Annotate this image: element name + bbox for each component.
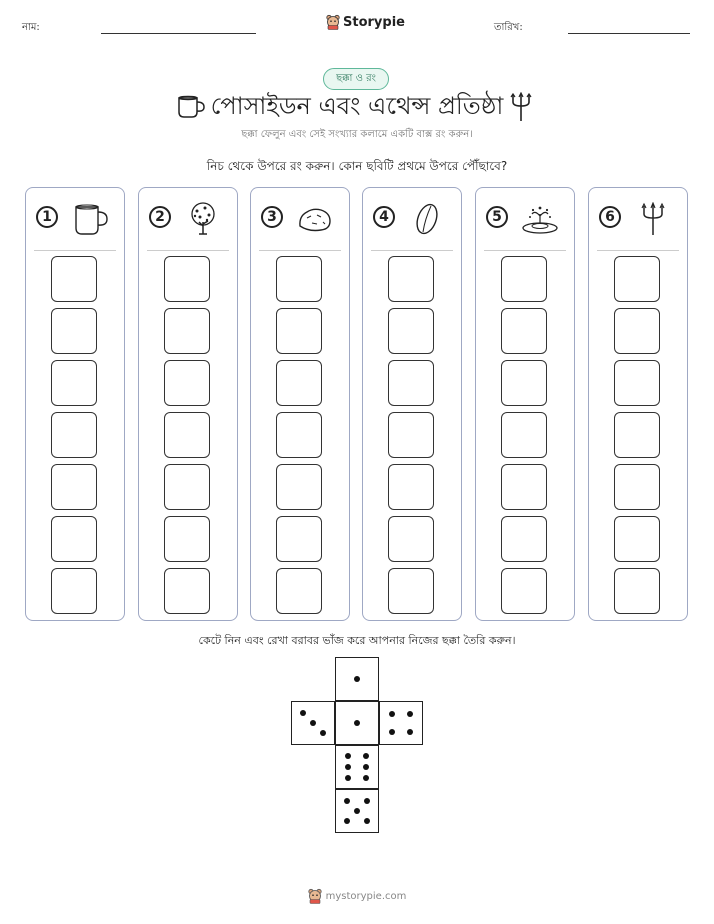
column-number: 6 — [599, 206, 621, 228]
die-face-6 — [335, 745, 379, 789]
color-box[interactable] — [276, 360, 322, 406]
column-header — [599, 202, 679, 238]
die-face-1 — [335, 657, 379, 701]
color-box[interactable] — [614, 516, 660, 562]
column-1 — [25, 187, 125, 621]
pip — [354, 720, 360, 726]
column-header — [373, 202, 453, 238]
column-divider — [371, 250, 453, 251]
pip — [354, 808, 360, 814]
color-box[interactable] — [388, 464, 434, 510]
color-box[interactable] — [388, 360, 434, 406]
color-box[interactable] — [501, 256, 547, 302]
column-number: 3 — [261, 206, 283, 228]
title-row — [0, 90, 714, 124]
column-header — [36, 202, 116, 238]
color-box[interactable] — [388, 308, 434, 354]
color-box[interactable] — [164, 516, 210, 562]
pip — [389, 729, 395, 735]
color-box[interactable] — [164, 360, 210, 406]
color-box[interactable] — [501, 516, 547, 562]
bear-logo-icon — [326, 14, 340, 30]
olive-tree-icon — [183, 202, 223, 236]
pip — [345, 764, 351, 770]
color-box[interactable] — [51, 308, 97, 354]
column-header — [486, 202, 566, 238]
color-box[interactable] — [501, 568, 547, 614]
color-box[interactable] — [501, 464, 547, 510]
column-3 — [250, 187, 350, 621]
pip — [344, 818, 350, 824]
color-box[interactable] — [51, 360, 97, 406]
subtitle: ছক্কা ফেলুন এবং সেই সংখ্যার কলামে একটি বাক্স রং করুন। — [241, 129, 473, 140]
column-number: 2 — [149, 206, 171, 228]
color-box[interactable] — [388, 568, 434, 614]
trident-icon — [510, 92, 532, 122]
footer — [0, 887, 714, 905]
pip — [320, 730, 326, 736]
cut-instruction: কেটে নিন এবং রেখা বরাবর ভাঁজ করে আপনার নিজের ছক্কা তৈরি করুন। — [198, 634, 516, 647]
trident-icon — [633, 202, 673, 236]
date-line — [568, 33, 690, 34]
pip — [345, 753, 351, 759]
pip — [389, 711, 395, 717]
color-box[interactable] — [276, 256, 322, 302]
color-box[interactable] — [51, 412, 97, 458]
color-box[interactable] — [614, 308, 660, 354]
page-title: পোসাইডন এবং এথেন্স প্রতিষ্ঠা — [210, 92, 504, 120]
column-divider — [34, 250, 116, 251]
color-box[interactable] — [276, 412, 322, 458]
olive-icon — [407, 202, 447, 236]
column-header — [149, 202, 229, 238]
color-box[interactable] — [501, 412, 547, 458]
color-box[interactable] — [614, 360, 660, 406]
pip — [364, 798, 370, 804]
color-box[interactable] — [164, 568, 210, 614]
column-number: 4 — [373, 206, 395, 228]
date-label: তারিখ: — [494, 22, 523, 33]
die-face-5 — [335, 789, 379, 833]
pip — [344, 798, 350, 804]
pip — [310, 720, 316, 726]
color-box[interactable] — [276, 308, 322, 354]
color-box[interactable] — [276, 464, 322, 510]
column-6 — [588, 187, 688, 621]
pip — [363, 775, 369, 781]
color-box[interactable] — [388, 256, 434, 302]
pip — [300, 710, 306, 716]
color-box[interactable] — [164, 256, 210, 302]
color-box[interactable] — [614, 412, 660, 458]
name-line — [101, 33, 256, 34]
color-box[interactable] — [614, 256, 660, 302]
color-box[interactable] — [51, 256, 97, 302]
pip — [354, 676, 360, 682]
footer-url[interactable]: mystorypie.com — [325, 890, 407, 902]
rock-icon — [295, 202, 335, 236]
column-header — [261, 202, 341, 238]
column-number: 1 — [36, 206, 58, 228]
column-4 — [362, 187, 462, 621]
color-box[interactable] — [614, 464, 660, 510]
color-box[interactable] — [164, 308, 210, 354]
column-divider — [147, 250, 229, 251]
pip — [407, 729, 413, 735]
pip — [345, 775, 351, 781]
pip — [407, 711, 413, 717]
column-5 — [475, 187, 575, 621]
column-divider — [484, 250, 566, 251]
activity-badge: ছক্কা ও রং — [323, 68, 389, 90]
column-divider — [259, 250, 341, 251]
pip — [364, 818, 370, 824]
color-box[interactable] — [51, 516, 97, 562]
pip — [363, 753, 369, 759]
color-box[interactable] — [276, 568, 322, 614]
die-face-3 — [291, 701, 335, 745]
color-box[interactable] — [276, 516, 322, 562]
pip — [363, 764, 369, 770]
color-box[interactable] — [388, 516, 434, 562]
column-number: 5 — [486, 206, 508, 228]
column-divider — [597, 250, 679, 251]
bear-logo-icon — [308, 888, 322, 904]
worksheet-header — [0, 14, 714, 38]
color-box[interactable] — [164, 464, 210, 510]
color-box[interactable] — [51, 568, 97, 614]
column-2 — [138, 187, 238, 621]
die-face-1 — [335, 701, 379, 745]
name-label: নাম: — [22, 22, 40, 33]
color-box[interactable] — [501, 360, 547, 406]
cup-icon — [70, 202, 110, 236]
color-box[interactable] — [51, 464, 97, 510]
brand-logo — [326, 14, 405, 30]
spring-water-icon — [520, 202, 560, 236]
die-face-4 — [379, 701, 423, 745]
color-box[interactable] — [614, 568, 660, 614]
brand-name: Storypie — [343, 14, 405, 30]
color-box[interactable] — [501, 308, 547, 354]
instruction-text: নিচ থেকে উপরে রং করুন। কোন ছবিটি প্রথমে উপরে পৌঁছাবে? — [206, 159, 508, 173]
color-box[interactable] — [164, 412, 210, 458]
color-box[interactable] — [388, 412, 434, 458]
